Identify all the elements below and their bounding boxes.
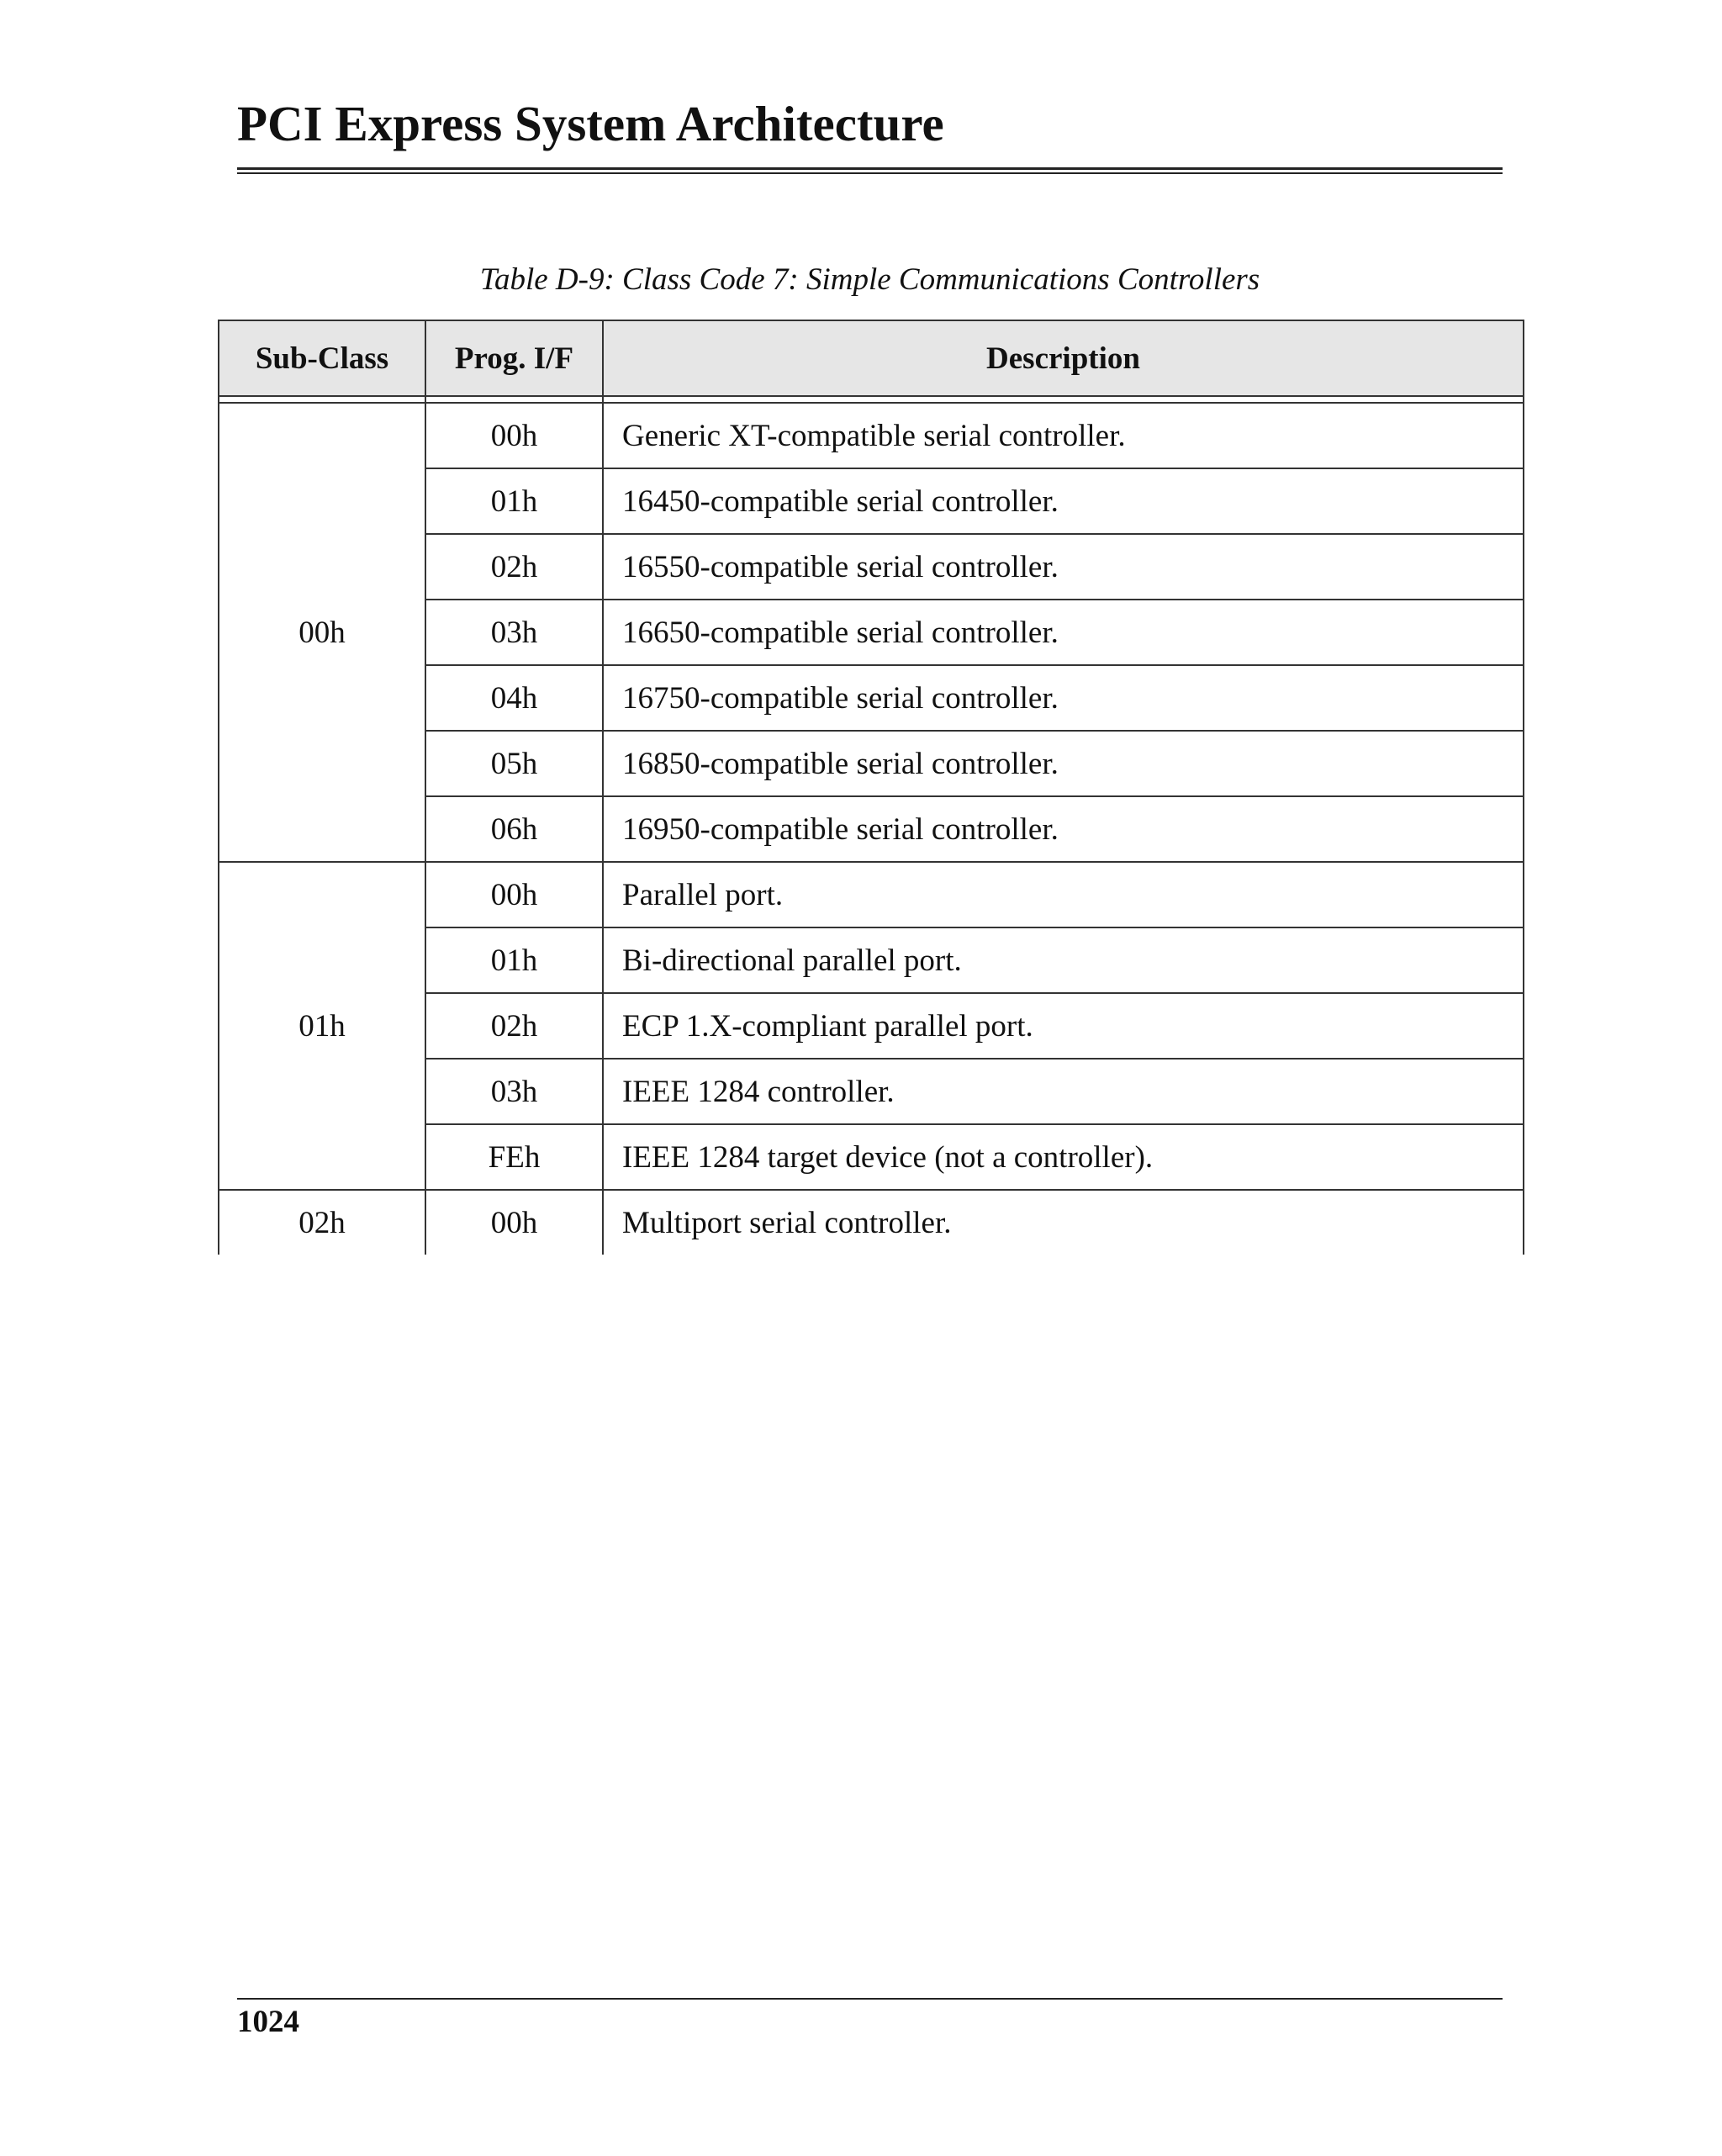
class-code-table (218, 320, 1524, 1255)
description-cell: Multiport serial controller. (603, 1190, 1524, 1255)
header-rule-top (237, 167, 1503, 170)
description-cell: Bi-directional parallel port. (603, 927, 1524, 993)
header-separator-row (219, 396, 1524, 403)
description-cell: 16950-compatible serial controller. (603, 796, 1524, 862)
description-cell: 16750-compatible serial controller. (603, 665, 1524, 731)
description-cell: ECP 1.X-compliant parallel port. (603, 993, 1524, 1059)
description-cell: Parallel port. (603, 862, 1524, 927)
subclass-cell: 00h (219, 403, 425, 862)
subclass-cell: 01h (219, 862, 425, 1190)
description-cell: IEEE 1284 controller. (603, 1059, 1524, 1124)
description-cell: 16450-compatible serial controller. (603, 468, 1524, 534)
header-rule-bottom (237, 172, 1503, 174)
column-header-description: Description (603, 320, 1524, 396)
description-cell: IEEE 1284 target device (not a controller). (603, 1124, 1524, 1190)
progif-cell: 05h (425, 731, 603, 796)
progif-cell: 06h (425, 796, 603, 862)
table-caption: Table D-9: Class Code 7: Simple Communications Controllers (479, 262, 1260, 297)
table-row (219, 403, 1524, 468)
description-cell: 16650-compatible serial controller. (603, 600, 1524, 665)
running-header-title: PCI Express System Architecture (237, 96, 944, 151)
column-header-progif: Prog. I/F (425, 320, 603, 396)
footer-rule (237, 1998, 1503, 2000)
description-cell: 16550-compatible serial controller. (603, 534, 1524, 600)
progif-cell: 00h (425, 1190, 603, 1255)
progif-cell: FEh (425, 1124, 603, 1190)
column-header-subclass: Sub-Class (219, 320, 425, 396)
table-row (219, 1190, 1524, 1255)
page-number: 1024 (237, 2005, 299, 2039)
progif-cell: 00h (425, 403, 603, 468)
progif-cell: 02h (425, 993, 603, 1059)
subclass-cell: 02h (219, 1190, 425, 1255)
table-header-row (219, 320, 1524, 396)
progif-cell: 02h (425, 534, 603, 600)
description-cell: Generic XT-compatible serial controller. (603, 403, 1524, 468)
progif-cell: 01h (425, 927, 603, 993)
progif-cell: 03h (425, 1059, 603, 1124)
description-cell: 16850-compatible serial controller. (603, 731, 1524, 796)
table-row (219, 862, 1524, 927)
progif-cell: 00h (425, 862, 603, 927)
progif-cell: 04h (425, 665, 603, 731)
progif-cell: 03h (425, 600, 603, 665)
progif-cell: 01h (425, 468, 603, 534)
